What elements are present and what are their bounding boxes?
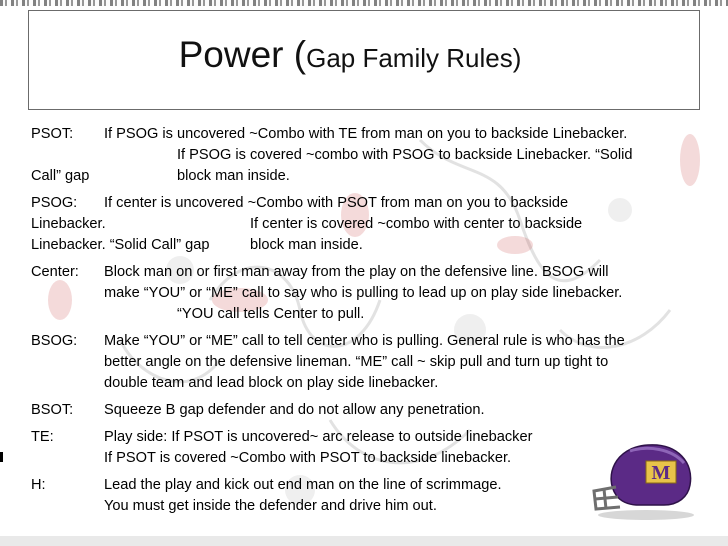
rule-text: If center is covered ~combo with center to backside (250, 216, 583, 232)
rule-text: Call” gap (31, 168, 90, 184)
rule-text: double team and lead block on play side linebacker. (104, 375, 439, 391)
rule-psot (31, 124, 703, 187)
rule-text: block man inside. (177, 168, 290, 184)
rule-text: Play side: If PSOT is uncovered~ arc release to outside linebacker (104, 429, 533, 445)
rule-label: BSOT: (31, 402, 74, 418)
bottom-band (0, 536, 728, 546)
rule-label: H: (31, 477, 46, 493)
rule-text: Block man on or first man away from the play on the defensive line. BSOG will (104, 264, 609, 280)
rule-text: Make “YOU” or “ME” call to tell center who is pulling. General rule is who has the (104, 333, 625, 349)
rule-label: PSOT: (31, 126, 74, 142)
rule-text: better angle on the defensive lineman. “ME” call ~ skip pull and turn up tight to (104, 354, 609, 370)
title-main: Power ( (178, 34, 307, 75)
top-decorative-strip (0, 0, 728, 6)
helmet-logo-letter: M (651, 462, 671, 484)
rule-label: BSOG: (31, 333, 78, 349)
left-edge-mark (0, 452, 3, 462)
rule-center (31, 262, 703, 325)
rule-label: Center: (31, 264, 79, 280)
rule-text: Lead the play and kick out end man on the line of scrimmage. (104, 477, 502, 493)
page-title (0, 34, 700, 76)
rule-text: block man inside. (250, 237, 363, 253)
rule-bsot (31, 400, 703, 421)
rule-psog (31, 193, 703, 256)
rule-text: If PSOG is uncovered ~Combo with TE from man on you to backside Linebacker. (104, 126, 628, 142)
football-helmet-logo (586, 437, 704, 521)
rule-text: make “YOU” or “ME” call to say who is pulling to lead up on play side linebacker. (104, 285, 623, 301)
rule-text: If PSOT is covered ~Combo with PSOT to backside linebacker. (104, 450, 512, 466)
rule-text: Linebacker. (31, 216, 106, 232)
rule-label: PSOG: (31, 195, 78, 211)
rule-label: TE: (31, 429, 54, 445)
helmet-shadow (598, 510, 694, 520)
rule-text: You must get inside the defender and drive him out. (104, 498, 437, 514)
rule-text: “YOU call tells Center to pull. (177, 306, 365, 322)
rule-bsog (31, 331, 703, 394)
title-subtitle: Gap Family Rules) (306, 43, 522, 73)
rule-text: If PSOG is covered ~combo with PSOG to backside Linebacker. “Solid (177, 147, 633, 163)
rule-text: If center is uncovered ~Combo with PSOT from man on you to backside (104, 195, 569, 211)
rule-text: Squeeze B gap defender and do not allow any penetration. (104, 402, 485, 418)
rule-text: Linebacker. “Solid Call” gap (31, 237, 210, 253)
